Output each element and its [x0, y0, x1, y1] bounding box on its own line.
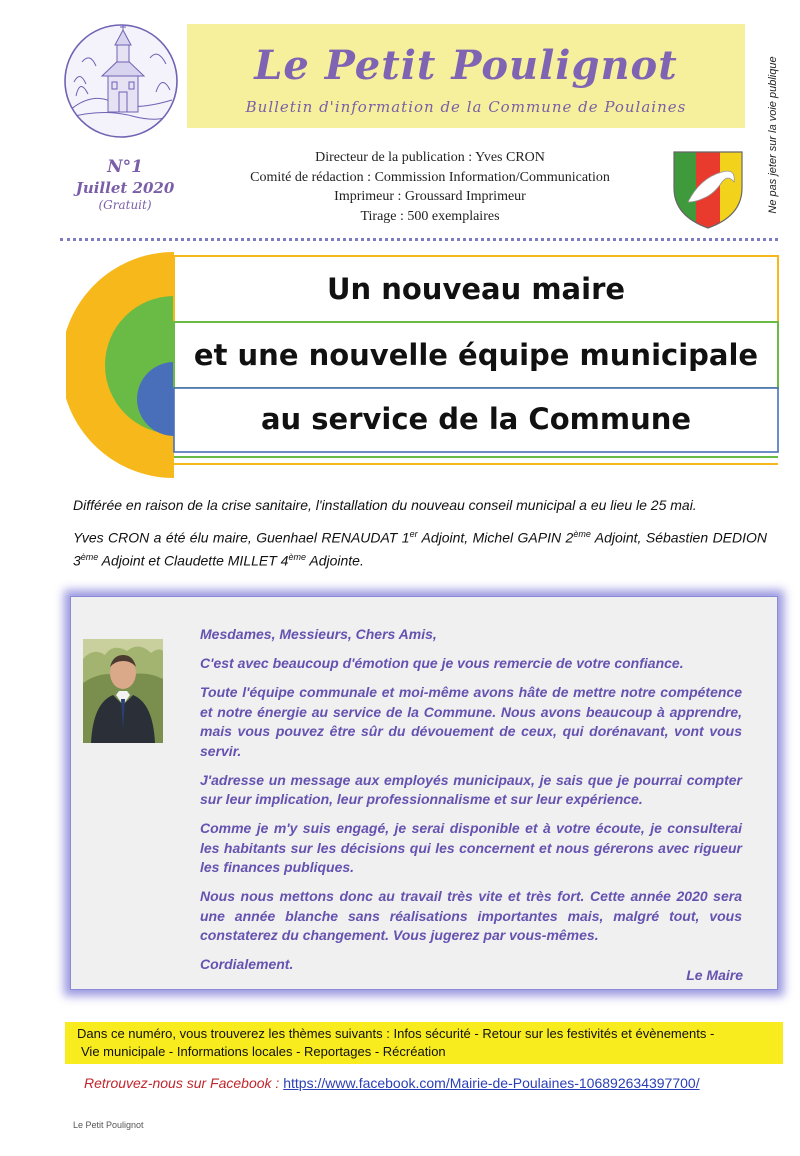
- themes-box: [65, 1022, 783, 1064]
- themes-line-2: Vie municipale - Informations locales - Reportages - Récréation: [81, 1044, 446, 1059]
- credit-line: Comité de rédaction : Commission Information/Communication: [250, 169, 610, 185]
- letter-paragraph: Nous nous mettons donc au travail très vite et très fort. Cette année 2020 sera une année blanche sans réalisations importantes mais, malgré tout, vous constaterez du changement. Vous jugerez par vous-mêmes.: [200, 888, 742, 943]
- letter-signature: Le Maire: [686, 967, 743, 983]
- coat-of-arms-icon: [670, 148, 746, 232]
- letter-paragraph: J'adresse un message aux employés municipaux, je sais que je pourrai compter sur leur implication, leur professionnalisme et sur leur expérience.: [200, 771, 742, 807]
- facebook-line: [84, 1075, 700, 1091]
- headline-line-2: et une nouvelle équipe municipale: [193, 338, 759, 372]
- issue-number: N°1: [107, 157, 143, 177]
- letter-body: [200, 625, 742, 984]
- side-note: [758, 40, 788, 230]
- letter-paragraph: Toute l'équipe communale et moi-même avons hâte de mettre notre compétence et notre énergie au service de la Commune. Nous avons beaucoup à apprendre, mais vous pouvez être sûr du dévouement de ceux, qui dorénavant, vont vous servir.: [200, 684, 742, 759]
- credit-line: Tirage : 500 exemplaires: [360, 208, 500, 224]
- issue-info: [70, 156, 180, 212]
- newsletter-title: Le Petit Poulignot: [254, 42, 678, 89]
- intro-paragraph-1: Différée en raison de la crise sanitaire, l'installation du nouveau conseil municipal a eu lieu le 25 mai.: [73, 497, 697, 513]
- header-divider: [60, 238, 778, 241]
- facebook-label: Retrouvez-nous sur Facebook :: [84, 1075, 284, 1091]
- credit-line: Directeur de la publication : Yves CRON: [315, 150, 545, 165]
- facebook-link[interactable]: https://www.facebook.com/Mairie-de-Poulaines-106892634397700/: [283, 1075, 700, 1091]
- issue-date: Juillet 2020: [75, 179, 175, 197]
- issue-price: (Gratuit): [98, 198, 152, 212]
- letter-paragraph: Cordialement.: [200, 956, 294, 972]
- side-note-text: Ne pas jeter sur la voie publique: [767, 56, 779, 214]
- letter-paragraph: Comme je m'y suis engagé, je serai disponible et à votre écoute, je consulterai les habitants sur les décisions qui les concernent et nous gérerons avec rigueur les finances publiques.: [200, 820, 742, 875]
- mayor-letter-box: [70, 596, 778, 990]
- headline-line-3: au service de la Commune: [260, 402, 692, 436]
- publication-credits: [200, 148, 660, 226]
- headline-line-1: Un nouveau maire: [326, 272, 626, 306]
- themes-line-1: Dans ce numéro, vous trouverez les thèmes suivants : Infos sécurité - Retour sur les festivités et évènements -: [77, 1026, 715, 1041]
- credit-line: Imprimeur : Groussard Imprimeur: [334, 189, 526, 204]
- church-stamp-logo: [62, 22, 180, 140]
- mayor-portrait-image: [83, 639, 163, 743]
- intro-paragraph-2: Yves CRON a été élu maire, Guenhael RENAUDAT 1er Adjoint, Michel GAPIN 2ème Adjoint, Sébastien DEDION 3ème Adjoint et Claudette MILLET 4ème Adjointe.: [73, 529, 768, 569]
- newsletter-subtitle: Bulletin d'information de la Commune de Poulaines: [245, 98, 687, 116]
- letter-paragraph: Mesdames, Messieurs, Chers Amis,: [200, 626, 437, 642]
- letter-paragraph: C'est avec beaucoup d'émotion que je vous remercie de votre confiance.: [200, 655, 684, 671]
- page-footer: Le Petit Poulignot: [73, 1120, 144, 1130]
- title-band: [187, 24, 745, 128]
